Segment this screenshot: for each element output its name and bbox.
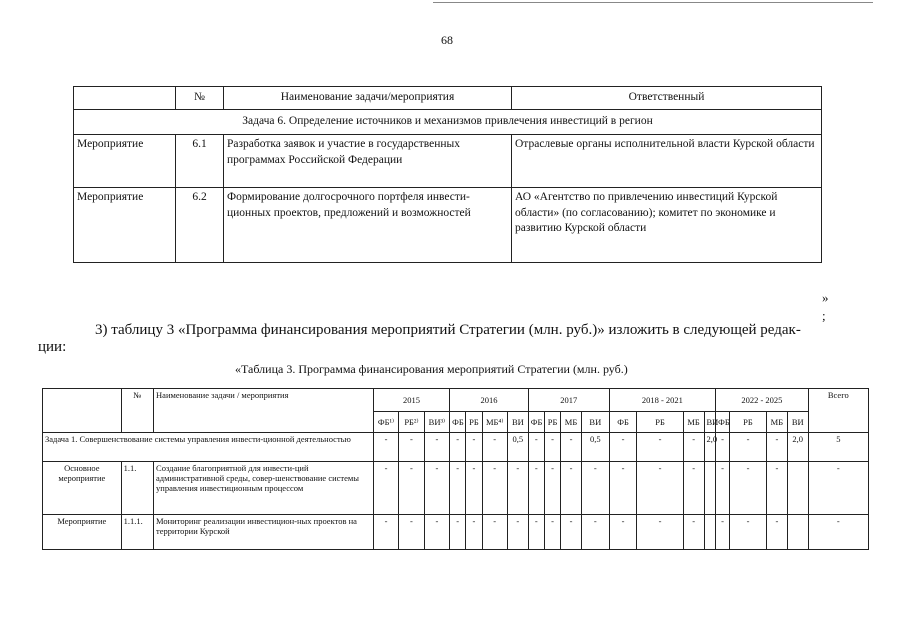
value-cell: - — [716, 433, 730, 462]
value-cell: - — [466, 433, 482, 462]
header-cell-type — [43, 389, 122, 433]
row-name: Мониторинг реализации инвестицион-ных проектов на территории Курской — [154, 515, 374, 550]
value-cell: - — [373, 433, 398, 462]
body-paragraph: 3) таблицу 3 «Программа финансирования мероприятий Стратегии (млн. руб.)» изложить в следующей редак-ции: — [38, 322, 801, 355]
table-row — [43, 433, 869, 462]
year-header: 2017 — [528, 389, 609, 412]
value-cell: - — [561, 433, 582, 462]
value-cell: - — [399, 433, 424, 462]
funding-source-header: РБ — [466, 412, 482, 433]
funding-source-header: МБ — [561, 412, 582, 433]
value-cell: - — [716, 462, 730, 515]
funding-source-header: ФБ — [528, 412, 544, 433]
value-cell: - — [637, 433, 683, 462]
task-title: Задача 6. Определение источников и механизмов привлечения инвестиций в регион — [74, 110, 822, 135]
value-cell: - — [544, 462, 560, 515]
tasks-table — [73, 86, 822, 263]
funding-source-header: МБ — [766, 412, 787, 433]
value-cell: - — [466, 515, 482, 550]
header-cell-number: № — [176, 87, 224, 110]
table-caption: «Таблица 3. Программа финансирования мероприятий Стратегии (млн. руб.) — [235, 362, 628, 376]
value-cell: - — [373, 462, 398, 515]
value-cell: - — [561, 462, 582, 515]
value-cell: 0,5 — [581, 433, 609, 462]
value-cell: 2,0 — [787, 433, 808, 462]
funding-source-header: ФБ — [450, 412, 466, 433]
value-cell: - — [729, 515, 766, 550]
row-number: 1.1.1. — [121, 515, 153, 550]
value-cell: 0,5 — [507, 433, 528, 462]
row-name: Разработка заявок и участие в государственных программах Российской Федерации — [224, 135, 512, 188]
value-cell: - — [528, 433, 544, 462]
value-cell: 2,0 — [704, 433, 716, 462]
value-cell — [787, 515, 808, 550]
row-number: 6.2 — [176, 188, 224, 263]
table-header-row — [43, 389, 869, 412]
value-cell: - — [466, 462, 482, 515]
value-cell: - — [683, 515, 704, 550]
funding-source-header: МБ⁴⁾ — [482, 412, 507, 433]
funding-source-header: РБ — [637, 412, 683, 433]
funding-source-header: ВИ — [581, 412, 609, 433]
row-number: 6.1 — [176, 135, 224, 188]
value-cell: - — [581, 515, 609, 550]
total-cell: 5 — [808, 433, 868, 462]
funding-source-header: ВИ³⁾ — [424, 412, 449, 433]
row-type: Мероприятие — [74, 135, 176, 188]
page-bottom-margin — [0, 622, 905, 640]
value-cell: - — [528, 515, 544, 550]
funding-source-header: РБ — [729, 412, 766, 433]
value-cell: - — [528, 462, 544, 515]
row-responsible: Отраслевые органы исполнительной власти Курской области — [512, 135, 822, 188]
value-cell: - — [683, 433, 704, 462]
value-cell: - — [637, 462, 683, 515]
header-cell-name: Наименование задачи / мероприятия — [154, 389, 374, 433]
value-cell: - — [683, 462, 704, 515]
table-header-row — [74, 87, 822, 110]
value-cell: - — [766, 462, 787, 515]
value-cell: - — [729, 433, 766, 462]
value-cell: - — [424, 433, 449, 462]
value-cell: - — [766, 433, 787, 462]
value-cell: - — [424, 515, 449, 550]
page-number: 68 — [441, 33, 453, 47]
top-rule — [433, 2, 873, 3]
year-header: 2015 — [373, 389, 449, 412]
value-cell: - — [561, 515, 582, 550]
value-cell: - — [424, 462, 449, 515]
funding-source-header: ВИ — [787, 412, 808, 433]
semicolon: ; — [822, 308, 826, 323]
value-cell: - — [507, 462, 528, 515]
row-name: Формирование долгосрочного портфеля инвести-ционных проектов, предложений и возможностей — [224, 188, 512, 263]
funding-source-header: ФБ — [716, 412, 730, 433]
year-header: 2018 - 2021 — [609, 389, 715, 412]
funding-source-header: ФБ¹⁾ — [373, 412, 398, 433]
funding-source-header: РБ — [544, 412, 560, 433]
funding-source-header: МБ — [683, 412, 704, 433]
row-type: Мероприятие — [43, 515, 122, 550]
value-cell: - — [482, 462, 507, 515]
value-cell: - — [609, 433, 637, 462]
task-title: Задача 1. Совершенствование системы управления инвести-ционной деятельностью — [43, 433, 374, 462]
value-cell: - — [637, 515, 683, 550]
row-responsible: АО «Агентство по привлечению инвестиций Курской области» (по согласованию); комитет по экономике и развитию Курской области — [512, 188, 822, 263]
table-row — [43, 515, 869, 550]
task-row — [74, 110, 822, 135]
funding-source-header: ВИ — [507, 412, 528, 433]
header-cell-responsible: Ответственный — [512, 87, 822, 110]
value-cell: - — [450, 433, 466, 462]
table-row — [74, 188, 822, 263]
table-row — [74, 135, 822, 188]
value-cell: - — [581, 462, 609, 515]
value-cell: - — [482, 433, 507, 462]
funding-source-header: ФБ — [609, 412, 637, 433]
value-cell: - — [373, 515, 398, 550]
financing-table — [42, 388, 869, 550]
closing-quote: » — [822, 290, 829, 305]
row-name: Создание благоприятной для инвести-ций административной среды, совер-шенствование системы управления инвестиционным процессом — [154, 462, 374, 515]
value-cell — [704, 515, 716, 550]
value-cell: - — [716, 515, 730, 550]
value-cell: - — [766, 515, 787, 550]
row-type: Основное мероприятие — [43, 462, 122, 515]
value-cell: - — [399, 515, 424, 550]
value-cell: - — [609, 515, 637, 550]
value-cell: - — [507, 515, 528, 550]
row-type: Мероприятие — [74, 188, 176, 263]
value-cell: - — [609, 462, 637, 515]
header-cell-type — [74, 87, 176, 110]
value-cell — [704, 462, 716, 515]
funding-source-header: ВИ — [704, 412, 716, 433]
header-cell-name: Наименование задачи/мероприятия — [224, 87, 512, 110]
funding-source-header: РБ²⁾ — [399, 412, 424, 433]
row-number: 1.1. — [121, 462, 153, 515]
value-cell: - — [399, 462, 424, 515]
total-cell: - — [808, 462, 868, 515]
header-cell-number: № — [121, 389, 153, 433]
value-cell: - — [482, 515, 507, 550]
value-cell: - — [729, 462, 766, 515]
table-row — [43, 462, 869, 515]
header-cell-total: Всего — [808, 389, 868, 433]
year-header: 2022 - 2025 — [716, 389, 809, 412]
value-cell — [787, 462, 808, 515]
value-cell: - — [544, 515, 560, 550]
value-cell: - — [544, 433, 560, 462]
total-cell: - — [808, 515, 868, 550]
value-cell: - — [450, 515, 466, 550]
year-header: 2016 — [450, 389, 529, 412]
value-cell: - — [450, 462, 466, 515]
